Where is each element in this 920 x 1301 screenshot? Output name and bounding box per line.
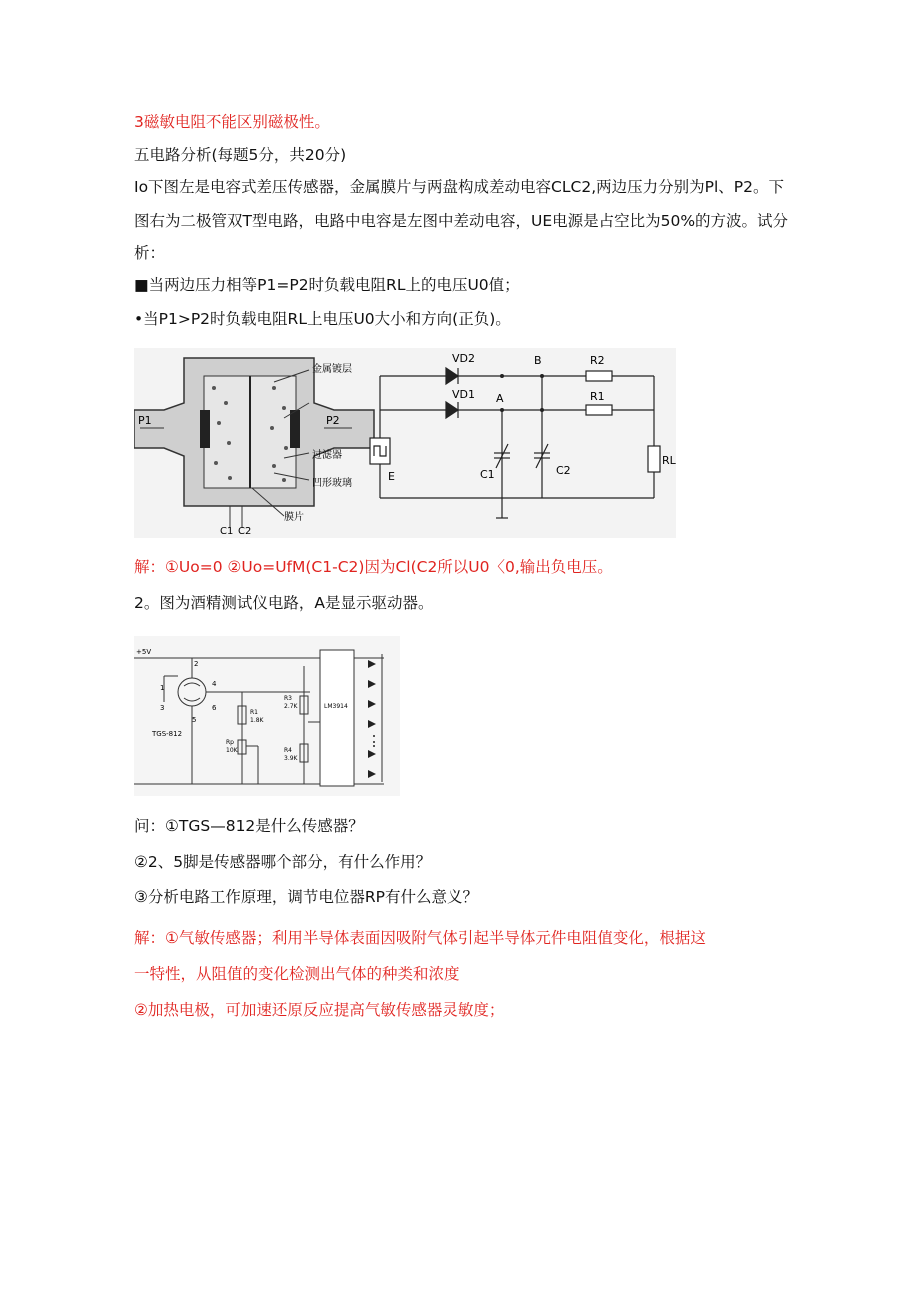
label-r4-value: 3.9K <box>284 755 298 762</box>
label-rl: RL <box>662 454 676 467</box>
question2-intro: 2。图为酒精测试仪电路，A是显示驱动器。 <box>134 594 434 612</box>
label-c1-left: C1 <box>220 526 234 537</box>
label-e: E <box>388 470 395 483</box>
figure-capacitive-sensor <box>134 348 676 538</box>
label-rp-value: 10K <box>226 747 238 754</box>
label-filter: 过滤器 <box>312 450 342 461</box>
label-c1-right: C1 <box>480 468 495 481</box>
question1-line1: Io下图左是电容式差压传感器，金属膜片与两盘构成差动电容CLC2,两边压力分别为Pl、P2。下 <box>134 178 784 196</box>
label-r3: R3 <box>284 695 292 702</box>
question2-item3: ③分析电路工作原理，调节电位器RP有什么意义？ <box>134 888 479 906</box>
figure-alcohol-tester-circuit <box>134 636 400 796</box>
answer2-line2: 一特性，从阻值的变化检测出气体的种类和浓度 <box>134 965 460 983</box>
label-pin1: 1 <box>160 684 165 692</box>
question1-line2: 图右为二极管双T型电路，电路中电容是左图中差动电容，UE电源是占空比为50%的方波。试分 <box>134 212 789 230</box>
label-tgs812: TGS-812 <box>152 730 183 738</box>
label-p2: P2 <box>326 414 340 427</box>
label-r3-value: 2.7K <box>284 703 298 710</box>
answer2-line1: 解：①气敏传感器；利用半导体表面因吸附气体引起半导体元件电阻值变化，根据这 <box>134 929 706 947</box>
label-pin2: 2 <box>194 660 199 668</box>
label-diaphragm: 膜片 <box>284 512 304 523</box>
answer2-line3: ②加热电极，可加速还原反应提高气敏传感器灵敏度； <box>134 1001 505 1019</box>
label-pin4: 4 <box>212 680 217 688</box>
label-pin6: 6 <box>212 704 217 712</box>
label-r2: R2 <box>590 354 605 367</box>
label-lm3914: LM3914 <box>324 703 348 710</box>
answer-line1: 解：①Uo=0 ②Uo=UfM(C1-C2)因为Cl(C2所以U0〈0,输出负电压。 <box>134 558 613 576</box>
label-p1: P1 <box>138 414 152 427</box>
text-line-magnetoresistor: 3磁敏电阻不能区别磁极性。 <box>134 113 330 131</box>
question1-line3: 析： <box>134 244 166 262</box>
question2-item1: 问：①TGS—812是什么传感器？ <box>134 817 364 835</box>
label-node-a: A <box>496 392 504 405</box>
label-c2-left: C2 <box>238 526 252 537</box>
label-concave-glass: 凹形玻璃 <box>312 478 352 489</box>
label-vd1: VD1 <box>452 388 475 401</box>
label-c2-right: C2 <box>556 464 571 477</box>
label-vd2: VD2 <box>452 352 475 365</box>
label-pin5: 5 <box>192 716 197 724</box>
label-plus5v: +5V <box>136 648 152 656</box>
label-r1: R1 <box>250 709 258 716</box>
label-r4: R4 <box>284 747 292 754</box>
label-rp: Rp <box>226 739 234 746</box>
question2-item2: ②2、5脚是传感器哪个部分，有什么作用？ <box>134 853 432 871</box>
question1-item1: ■当两边压力相等P1=P2时负载电阻RL上的电压U0值； <box>134 276 520 294</box>
label-r1: R1 <box>590 390 605 403</box>
label-pin3: 3 <box>160 704 165 712</box>
section-heading: 五电路分析(每题5分，共20分) <box>134 146 347 164</box>
label-metal-coating: 金属镀层 <box>312 364 352 375</box>
label-r1-value: 1.8K <box>250 717 264 724</box>
label-node-b: B <box>534 354 542 367</box>
question1-item2: •当P1>P2时负载电阻RL上电压U0大小和方向(正负)。 <box>134 310 511 328</box>
